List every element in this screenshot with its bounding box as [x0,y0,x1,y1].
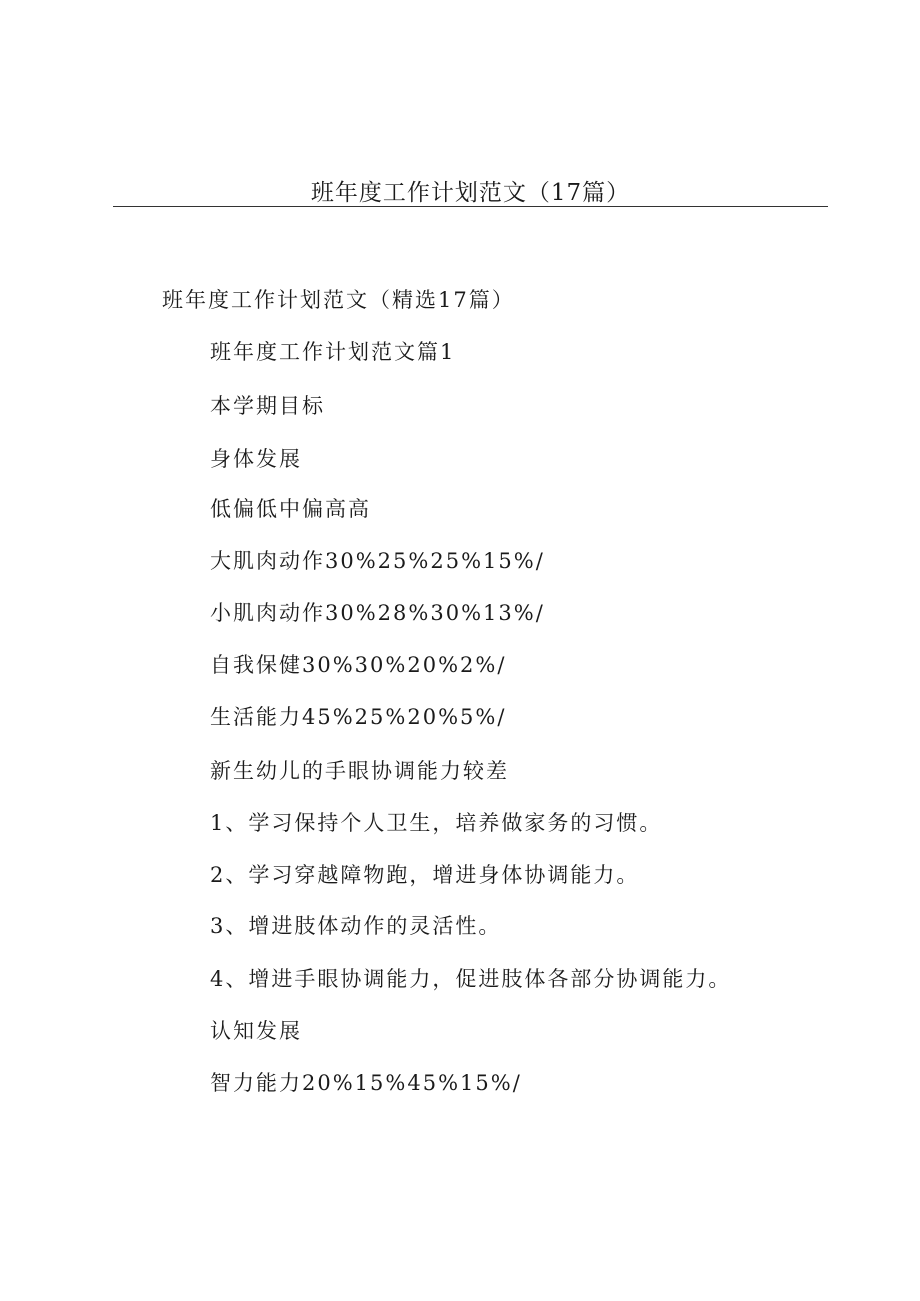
document-subtitle: 班年度工作计划范文（精选17篇） [162,288,515,312]
section-heading: 班年度工作计划范文篇1 [210,340,456,364]
paragraph-line: 4、增进手眼协调能力，促进肢体各部分协调能力。 [210,967,732,991]
page-header [113,170,828,207]
paragraph-line: 1、学习保持个人卫生，培养做家务的习惯。 [210,811,663,835]
paragraph-line: 智力能力20%15%45%15%/ [210,1071,522,1095]
paragraph-line: 本学期目标 [210,394,325,418]
paragraph-line: 低偏低中偏高高 [210,497,371,521]
paragraph-line: 认知发展 [210,1019,302,1043]
paragraph-line: 大肌肉动作30%25%25%15%/ [210,549,545,573]
paragraph-line: 2、学习穿越障物跑，增进身体协调能力。 [210,863,640,887]
paragraph-line: 新生幼儿的手眼协调能力较差 [210,759,509,783]
paragraph-line: 自我保健30%30%20%2%/ [210,653,507,677]
paragraph-line: 3、增进肢体动作的灵活性。 [210,914,502,938]
paragraph-line: 身体发展 [210,447,302,471]
paragraph-line: 生活能力45%25%20%5%/ [210,705,507,729]
paragraph-line: 小肌肉动作30%28%30%13%/ [210,601,545,625]
page-title: 班年度工作计划范文（17篇） [310,180,631,206]
